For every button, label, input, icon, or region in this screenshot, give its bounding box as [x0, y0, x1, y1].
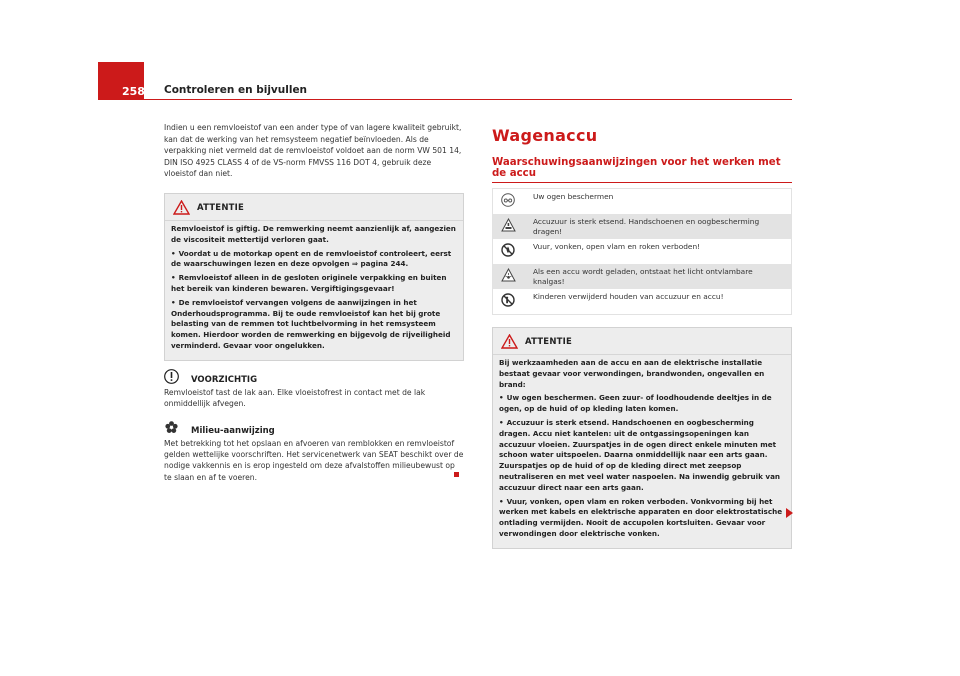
eye-protection-icon — [501, 193, 515, 207]
warning-bullet-text: Remvloeistof alleen in de gesloten originele verpakking en buiten het bereik van kinderen bewaren. Vergiftigingsgevaar! — [171, 273, 447, 293]
warning-bullet-text: Accuzuur is sterk etsend. Handschoenen en oogbescherming dragen. Accu niet kantelen: uit de ontgassingsopeningen kan accuzuur vloeien. Zuurspatjes in de ogen direct enkele minuten met schoon water uitspoelen. Daarna onmiddellijk naar een arts gaan. Zuurspatjes op de huid of op de kleding direct met zeepsop neutraliseren en met veel water naspoelen. Na inwendig gebruik van accuzuur direct naar een arts gaan. — [499, 417, 781, 492]
symbol-text: Als een accu wordt geladen, ontstaat het licht ontvlambare knalgas! — [533, 267, 753, 286]
keep-away-children-icon — [501, 293, 515, 307]
warning-bullet: • Accuzuur is sterk etsend. Handschoenen en oogbescherming dragen. Accu niet kantelen: uit de ontgassingsopeningen kan accuzuur vloeien. Zuurspatjes in de ogen direct enkele minuten met schoon water uitspoelen. Daarna onmiddellijk naar een arts gaan. Zuurspatjes op de huid of op de kleding direct met zeepsop neutraliseren en met veel water naspoelen. Na inwendig gebruik van accuzuur direct naar een arts gaan. — [499, 417, 781, 492]
warning-bullet: • Vuur, vonken, open vlam en roken verboden. Vonkvorming bij het werken met kabels en elektrische apparaten en door elektrostatische ontlading vermijden. Nooit de accupolen kortsluiten. Gevaar voor verwondingen door elektrische vonken. — [499, 496, 783, 538]
symbol-text: Kinderen verwijderd houden van accuzuur en accu! — [533, 292, 724, 301]
caution-header — [164, 369, 464, 387]
warning-bullet: • De remvloeistof vervangen volgens de aanwijzingen in het Onderhoudsprogramma. Bij te oude remvloeistof kan het bij grote belasting van de remmen tot luchtbelvorming in het remsysteem komen. Hierdoor worden de remwerking en bijgevolg de rijveiligheid verminderd. Gevaar voor ongelukken. — [171, 297, 451, 350]
page-number: 258 — [98, 62, 144, 100]
warning-paragraph: Remvloeistof is giftig. De remwerking neemt aanzienlijk af, aangezien de viscositeit mettertijd verloren gaat. — [171, 223, 456, 244]
symbol-row — [493, 264, 791, 289]
warning-bullet-text: Vuur, vonken, open vlam en roken verboden. Vonkvorming bij het werken met kabels en elektrische apparaten en door elektrostatische ontlading vermijden. Nooit de accupolen kortsluiten. Gevaar voor verwondingen door elektrische vonken. — [499, 496, 783, 538]
header-divider — [144, 99, 792, 100]
page-header-title: Controleren en bijvullen — [164, 84, 308, 96]
symbol-row — [493, 239, 791, 264]
warning-bullet-text: Voordat u de motorkap opent en de remvloeistof controleert, eerst de waarschuwingen lezen en deze opvolgen ⇒ pagina 244. — [171, 248, 452, 269]
warning-bullet: • Remvloeistof alleen in de gesloten originele verpakking en buiten het bereik van kinderen bewaren. Vergiftigingsgevaar! — [171, 273, 447, 293]
section-end-marker — [454, 472, 459, 477]
continue-arrow-icon — [786, 508, 793, 518]
battery-symbol-table — [492, 188, 792, 315]
intro-paragraph: Indien u een remvloeistof van een ander type of van lagere kwaliteit gebruikt, kan dat de werking van het remsysteem negatief beïnvloeden. Als de verpakking niet vermeld dat de remvloeistof voldoet aan de norm VW 501 14, DIN ISO 4925 CLASS 4 of de VS-norm FMVSS 116 DOT 4, gebruik deze vloeistof dan niet. — [164, 123, 462, 179]
subsection-title: Waarschuwingsaanwijzingen voor het werken met de accu — [492, 157, 781, 179]
left-column — [164, 122, 464, 483]
warning-box-brake-fluid — [164, 193, 464, 361]
environment-header — [164, 420, 464, 438]
symbol-text: Accuzuur is sterk etsend. Handschoenen en oogbescherming dragen! — [533, 217, 760, 236]
environment-flower-icon — [164, 420, 179, 435]
no-open-flame-icon — [501, 243, 515, 257]
explosion-hazard-icon — [501, 268, 516, 282]
symbol-row — [493, 289, 791, 314]
environment-text: Met betrekking tot het opslaan en afvoeren van remblokken en remvloeistof gelden wettelijke voorschriften. Het servicenetwerk van SEAT beschikt over de nodige vakkennis en is erop ingesteld om deze afvalstoffen milieubewust op te slaan en af te voeren. — [164, 438, 464, 482]
warning-bullet-text: Uw ogen beschermen. Geen zuur- of loodhoudende deeltjes in de ogen, op de huid of op kleding laten komen. — [499, 393, 772, 414]
warning-title: ATTENTIE — [525, 337, 572, 347]
right-column — [492, 126, 792, 549]
warning-body — [165, 221, 463, 360]
subsection-divider — [492, 182, 792, 183]
symbol-text: Uw ogen beschermen — [533, 192, 614, 201]
caution-text: Remvloeistof tast de lak aan. Elke vloeistofrest in contact met de lak onmiddellijk afvegen. — [164, 387, 426, 409]
acid-hazard-icon — [501, 218, 516, 232]
section-title: Wagenaccu — [492, 126, 598, 145]
warning-title: ATTENTIE — [197, 202, 244, 213]
symbol-row — [493, 189, 791, 214]
symbol-text: Vuur, vonken, open vlam en roken verboden! — [533, 242, 701, 251]
environment-title: Milieu-aanwijzing — [191, 425, 275, 436]
warning-body — [493, 355, 791, 548]
warning-triangle-icon — [501, 334, 518, 349]
warning-triangle-icon — [173, 200, 190, 215]
warning-bullet: • Voordat u de motorkap opent en de remvloeistof controleert, eerst de waarschuwingen lezen en deze opvolgen ⇒ pagina 244. — [171, 248, 452, 269]
warning-paragraph: Bij werkzaamheden aan de accu en aan de elektrische installatie bestaat gevaar voor verwondingen, brandwonden, ongevallen en brand: — [499, 358, 765, 389]
warning-header — [493, 328, 791, 355]
warning-bullet-text: De remvloeistof vervangen volgens de aanwijzingen in het Onderhoudsprogramma. Bij te oude remvloeistof kan het bij grote belasting van de remmen tot luchtbelvorming in het remsysteem komen. Hierdoor worden de remwerking en bijgevolg de rijveiligheid verminderd. Gevaar voor ongelukken. — [171, 297, 451, 350]
warning-bullet: • Uw ogen beschermen. Geen zuur- of loodhoudende deeltjes in de ogen, op de huid of op kleding laten komen. — [499, 393, 772, 414]
warning-box-battery — [492, 327, 792, 549]
caution-title: VOORZICHTIG — [191, 374, 258, 385]
symbol-row — [493, 214, 791, 239]
warning-header — [165, 194, 463, 221]
caution-exclamation-icon — [164, 369, 179, 384]
